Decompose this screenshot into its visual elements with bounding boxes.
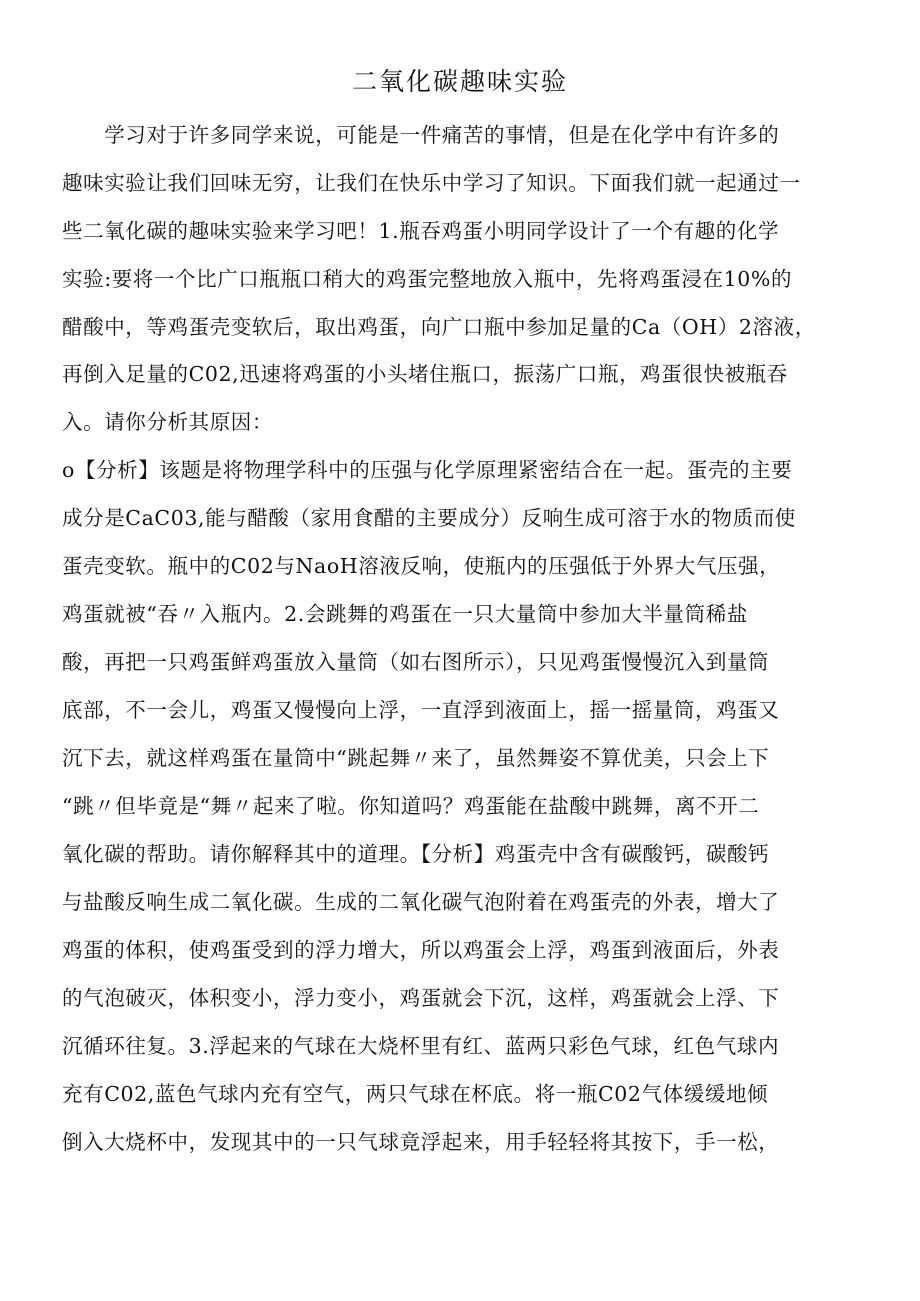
document-title: 二氧化碳趣味实验: [351, 67, 568, 96]
body-line-22: 倒入大烧杯中，发现其中的一只气球竟浮起来，用手轻轻将其按下，手一松，: [62, 1130, 780, 1154]
body-line-21: 充有C02,蓝色气球内充有空气，两只气球在杯底。将一瓶C02气体缓缓地倾: [62, 1082, 769, 1106]
body-line-8: o【分析】该题是将物理学科中的压强与化学原理紧密结合在一起。蛋壳的主要: [62, 458, 793, 482]
body-line-1: 学习对于许多同学来说，可能是一件痛苦的事情，但是在化学中有许多的: [62, 123, 780, 147]
body-line-6: 再倒入足量的C02,迅速将鸡蛋的小头堵住瓶口，振荡广口瓶，鸡蛋很快被瓶吞: [62, 362, 788, 386]
body-line-5: 醋酸中，等鸡蛋壳变软后，取出鸡蛋，向广口瓶中参加足量的Ca（OH）2溶液，: [62, 315, 816, 339]
body-line-15: “跳〃但毕竟是“舞〃起来了啦。你知道吗？鸡蛋能在盐酸中跳舞，离不开二: [62, 794, 760, 818]
body-line-10: 蛋壳变软。瓶中的C02与NaoH溶液反响，使瓶内的压强低于外界大气压强，: [62, 554, 781, 578]
body-line-14: 沉下去，就这样鸡蛋在量筒中“跳起舞〃来了，虽然舞姿不算优美，只会上下: [62, 746, 770, 770]
body-line-16: 氧化碳的帮助。请你解释其中的道理。【分析】鸡蛋壳中含有碳酸钙，碳酸钙: [62, 842, 770, 866]
body-line-17: 与盐酸反响生成二氧化碳。生成的二氧化碳气泡附着在鸡蛋壳的外表，增大了: [62, 890, 780, 914]
body-line-7: 入。请你分析其原因：: [62, 410, 273, 434]
body-line-19: 的气泡破灭，体积变小，浮力变小，鸡蛋就会下沉，这样，鸡蛋就会上浮、下: [62, 986, 780, 1010]
body-line-13: 底部，不一会儿，鸡蛋又慢慢向上浮，一直浮到液面上，摇一摇量筒，鸡蛋又: [62, 698, 780, 722]
body-line-20: 沉循环往复。3.浮起来的气球在大烧杯里有红、蓝两只彩色气球，红色气球内: [62, 1034, 780, 1058]
body-line-18: 鸡蛋的体积，使鸡蛋受到的浮力增大，所以鸡蛋会上浮，鸡蛋到液面后，外表: [62, 938, 780, 962]
body-line-3: 些二氧化碳的趣味实验来学习吧！1.瓶吞鸡蛋小明同学设计了一个有趣的化学: [62, 219, 780, 243]
body-line-4: 实验:要将一个比广口瓶瓶口稍大的鸡蛋完整地放入瓶中，先将鸡蛋浸在10%的: [62, 267, 793, 291]
body-line-2: 趣味实验让我们回味无穷，让我们在快乐中学习了知识。下面我们就一起通过一: [62, 171, 801, 195]
body-line-11: 鸡蛋就被“吞〃入瓶内。2.会跳舞的鸡蛋在一只大量筒中参加大半量筒稀盐: [62, 602, 748, 626]
body-line-12: 酸，再把一只鸡蛋鲜鸡蛋放入量筒（如右图所示），只见鸡蛋慢慢沉入到量筒: [62, 650, 770, 674]
body-line-9: 成分是CaC03,能与醋酸（家用食醋的主要成分）反响生成可溶于水的物质而使: [62, 506, 796, 530]
